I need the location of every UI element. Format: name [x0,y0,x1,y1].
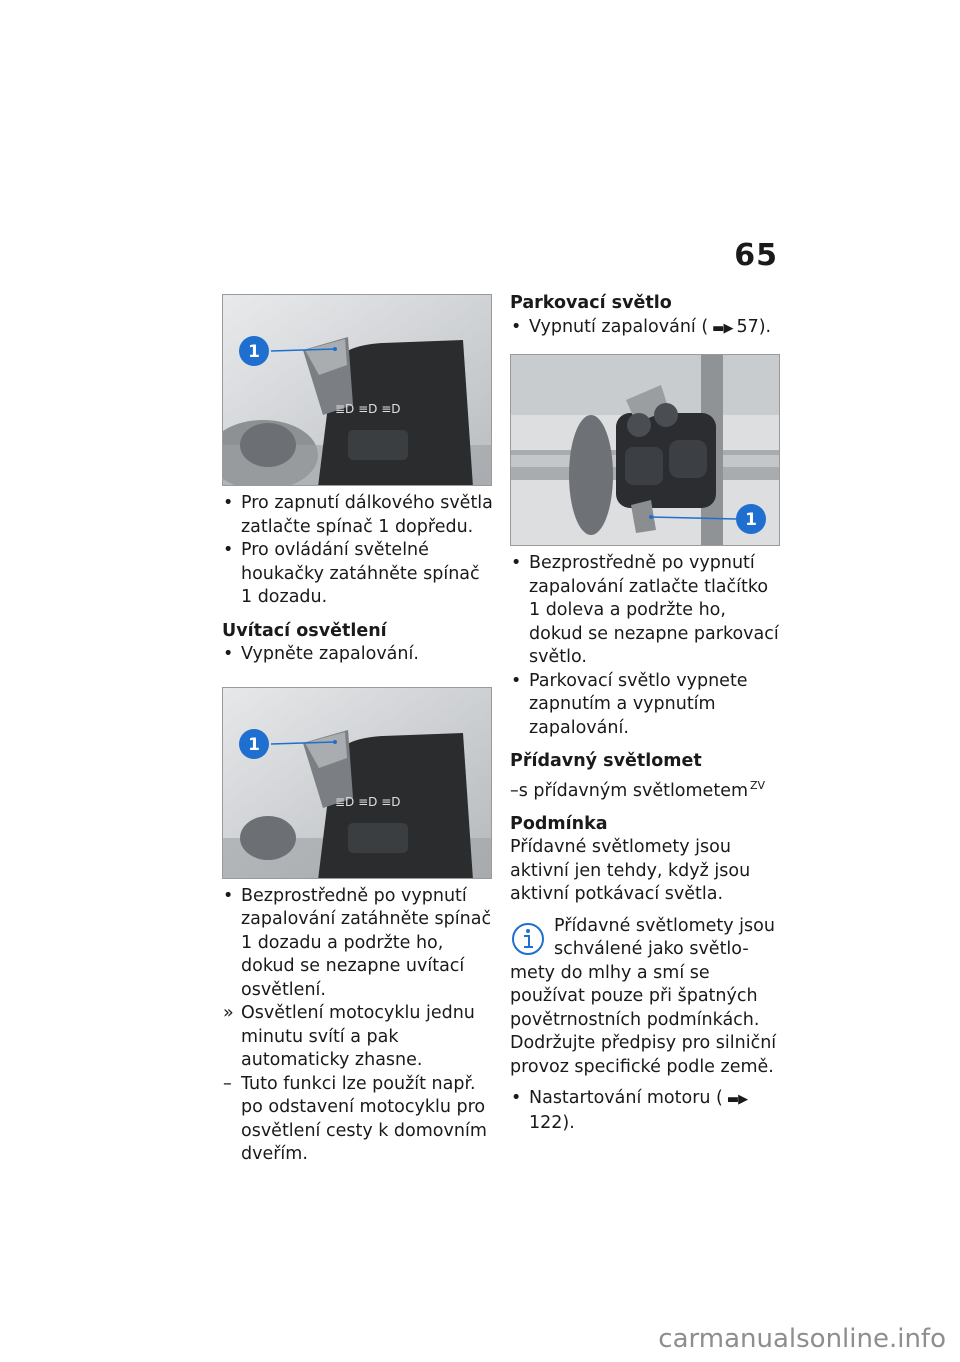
photo-welcome-light-switch [222,687,492,879]
arrow-right-icon: ▬▶ [726,1092,748,1108]
list-item: • Vypnutí zapalování ( ▬▶ 57). [510,316,780,341]
list-item: • Nastartování motoru ( ▬▶122). [511,1088,748,1133]
list-item: • Bezprostředně po vypnutí zapalování zatáhněte spínač 1 dozadu a podržte ho, dokud se nezapne uvítací osvětlení. [223,885,492,1000]
photo-high-beam-switch [222,294,492,486]
section-heading-welcome-light: Uvítací osvětlení [222,620,387,641]
page-reference[interactable]: 57 [736,316,759,337]
arrow-right-icon: ▬▶ [712,320,733,336]
info-icon [510,921,546,957]
list-item: • Pro zapnutí dálkového světla zatlačte spínač 1 dopředu. [223,493,493,537]
list-item: – Tuto funkci lze použít např. po odstavení motocyklu pro osvětlení cesty k domovním dveřím. [223,1073,487,1164]
page-number: 65 [734,238,778,273]
left-column [222,294,494,1167]
callout-1: 1 [248,342,260,362]
condition-text: Přídavné světlomety jsou aktivní jen tehdy, když jsou aktivní potkávací světla. [510,837,751,905]
watermark: carmanualsonline.info [658,1324,946,1354]
list-item: » Osvětlení motocyklu jednu minutu svítí a pak automaticky zhasne. [223,1003,475,1070]
list-item: • Parkovací světlo vypnete zapnutím a vypnutím zapalování. [511,670,748,738]
page-reference[interactable]: 122 [529,1112,563,1133]
condition-heading: Podmínka [510,813,608,834]
callout-1: 1 [745,510,757,530]
info-note: Přídavné světlomety jsou schválené jako světlo- mety do mlhy a smí se používat pouze při špatných povětrnostních podmínkách. Dodržujte předpisy pro silniční provoz specifické podle země. [510,915,777,1077]
list-item: • Bezprostředně po vypnutí zapalování zatlačte tlačítko 1 doleva a podržte ho, dokud se nezapne parkovací světlo. [511,553,779,667]
photo-parking-light-button [510,354,780,546]
list-item: • Pro ovládání světelné houkačky zatáhněte spínač 1 dozadu. [223,540,480,607]
section-heading-parking-light: Parkovací světlo [510,293,672,313]
right-column [510,292,780,1135]
svg-text:≣D ≡D ≡D: ≣D ≡D ≡D [335,402,401,416]
callout-1: 1 [248,734,260,755]
svg-text:≣D ≡D ≡D: ≣D ≡D ≡D [335,794,401,809]
variant-note: –s přídavným světlometem $^{ZV}$ [510,778,766,801]
section-heading-aux-light: Přídavný světlomet [510,751,702,771]
list-item: • Vypněte zapalování. [223,644,419,664]
